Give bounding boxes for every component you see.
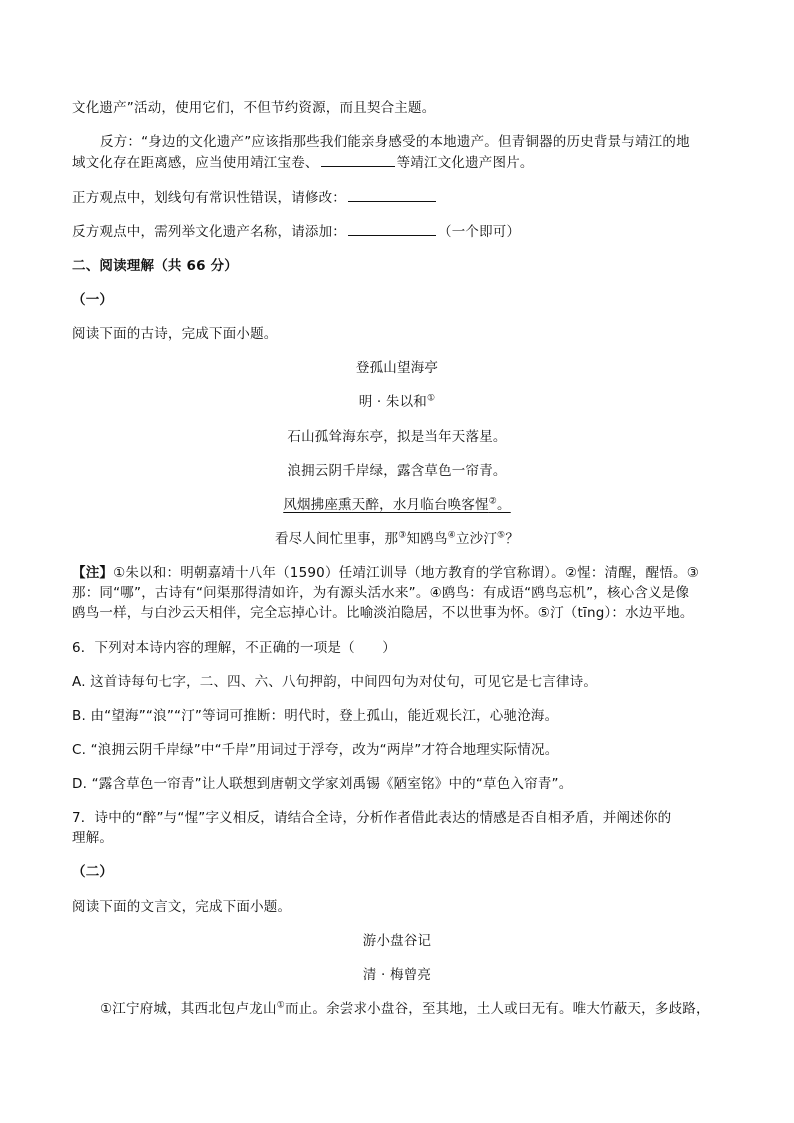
paragraph-1-line: 文化遗产”活动，使用它们，不但节约资源，而且契合主题。 [72, 100, 436, 116]
question-6-stem: 6．下列对本诗内容的理解，不正确的一项是（ ） [72, 640, 396, 656]
part-1-label: （一） [72, 292, 114, 308]
section-title: 二、阅读理解（共 66 分） [72, 258, 238, 274]
poem-line-1: 石山孤耸海东亭，拟是当年天落星。 [287, 429, 507, 445]
poem-line-4-part-c: 立沙汀 [455, 531, 498, 547]
paragraph-2-line-1: 反方：“身边的文化遗产”应该指那些我们能亲身感受的本地遗产。但青铜器的历史背景与靖江的地 [100, 134, 690, 150]
question-6-option-d: D. “露含草色一帘青”让人联想到唐朝文学家刘禹锡《陋室铭》中的“草色入帘青”。 [72, 776, 573, 792]
footnote-marker: ④ [447, 530, 456, 541]
question-7-line-2: 理解。 [72, 830, 114, 846]
prose-body-line-1 [100, 999, 710, 1019]
footnote-marker: ③ [398, 530, 407, 541]
notes-label: 【注】 [72, 565, 114, 581]
part-1-instruction: 阅读下面的古诗，完成下面小题。 [72, 326, 278, 342]
part-2-instruction: 阅读下面的文言文，完成下面小题。 [72, 899, 292, 915]
notes-line-3: 鸥鸟一样，与白沙云天相伴，完全忘掉心计。比喻淡泊隐居，不以世事为怀。⑤汀（tīng）：水边平地。 [72, 605, 694, 621]
answer-blank-heritage-example[interactable] [321, 152, 395, 167]
poem-title: 登孤山望海亭 [355, 360, 439, 376]
prose-body-part-a: ①江宁府城，其西北包卢龙山 [100, 1001, 277, 1017]
poem-line-3-text: 风烟拂座熏天醉，水月临台唤客惺 [283, 497, 489, 513]
question-6-option-b: B. 由“望海”“浪”“汀”等词可推断：明代时，登上孤山，能近观长江，心驰沧海。 [72, 708, 559, 724]
poem-line-4-part-b: 知鸥鸟 [406, 531, 448, 547]
paragraph-2-text-before-blank: 域文化存在距离感，应当使用靖江宝卷、 [72, 155, 319, 171]
footnote-marker: ① [427, 393, 436, 404]
poem-author [0, 392, 794, 412]
paragraph-2-line-2 [72, 152, 534, 173]
question-6-option-a: A. 这首诗每句七字，二、四、六、八句押韵，中间四句为对仗句，可见它是七言律诗。 [72, 674, 598, 690]
notes-line-1 [72, 563, 699, 583]
question-6-option-c: C. “浪拥云阴千岸绿”中“千岸”用词过于浮夸，改为“两岸”才符合地理实际情况。 [72, 742, 559, 758]
poem-line-3-underlined [283, 497, 510, 513]
poem-line-2: 浪拥云阴千岸绿，露含草色一帘青。 [287, 463, 507, 479]
question-add-line [72, 221, 520, 242]
question-add-suffix: （一个即可） [438, 224, 521, 240]
question-fix-line [72, 187, 438, 208]
footnote-marker: ② [488, 496, 498, 507]
question-fix-text: 正方观点中，划线句有常识性错误，请修改： [72, 190, 346, 206]
prose-title: 游小盘谷记 [362, 933, 432, 949]
notes-line-2: 那：同“哪”，古诗有“问渠那得清如许，为有源头活水来”。④鸥鸟：有成语“鸥鸟忘机”，核心含义是像 [72, 585, 690, 601]
poem-author-name: 明 · 朱以和 [358, 394, 427, 410]
answer-blank-add[interactable] [348, 221, 436, 236]
paragraph-2-text-after-blank: 等靖江文化遗产图片。 [396, 155, 534, 171]
poem-line-4-part-d: ？ [505, 531, 520, 547]
poem-line-4 [0, 529, 794, 549]
prose-body-part-b: 而止。余尝求小盘谷，至其地，土人或曰无有。唯大竹蔽天，多歧路， [284, 1001, 710, 1017]
question-add-text: 反方观点中，需列举文化遗产名称，请添加： [72, 224, 346, 240]
footnote-marker: ① [276, 1000, 285, 1011]
poem-line-3 [0, 495, 794, 515]
answer-blank-fix[interactable] [348, 187, 436, 202]
question-7-line-1: 7．诗中的“醉”与“惺”字义相反，请结合全诗，分析作者借此表达的情感是否自相矛盾，并阐述你的 [72, 810, 672, 826]
part-2-label: （二） [72, 864, 114, 880]
prose-author: 清 · 梅曾亮 [362, 967, 432, 983]
poem-line-4-part-a: 看尽人间忙里事，那 [274, 531, 399, 547]
notes-text-1: ①朱以和：明朝嘉靖十八年（1590）任靖江训导（地方教育的学官称谓）。②惺：清醒，醒悟。③ [113, 565, 700, 581]
poem-line-3-end: 。 [497, 497, 511, 513]
footnote-marker: ⑤ [497, 530, 506, 541]
